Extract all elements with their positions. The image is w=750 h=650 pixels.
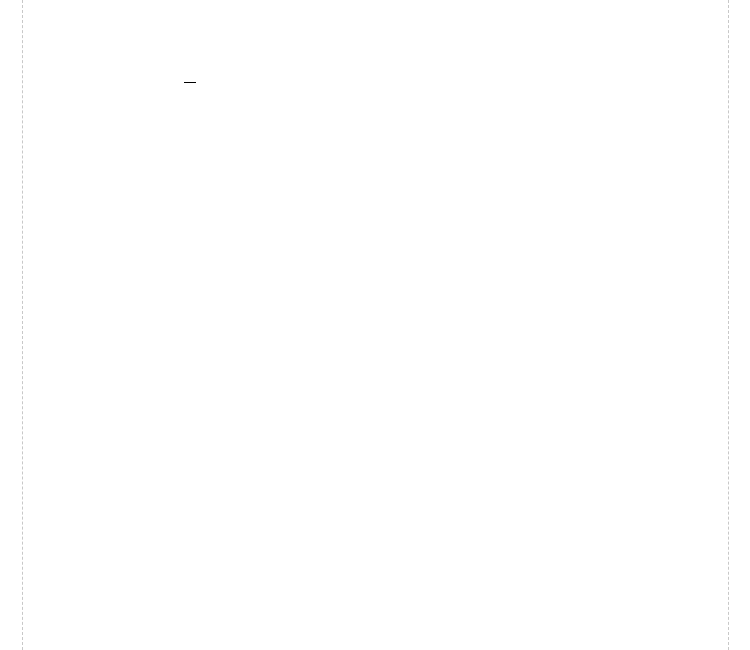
right-margin-line xyxy=(728,0,729,650)
left-margin-line xyxy=(22,0,23,650)
right-margin-watermark xyxy=(733,0,750,650)
time-signature xyxy=(183,82,197,83)
left-margin-watermark xyxy=(2,0,20,650)
time-signature-line xyxy=(184,82,196,83)
